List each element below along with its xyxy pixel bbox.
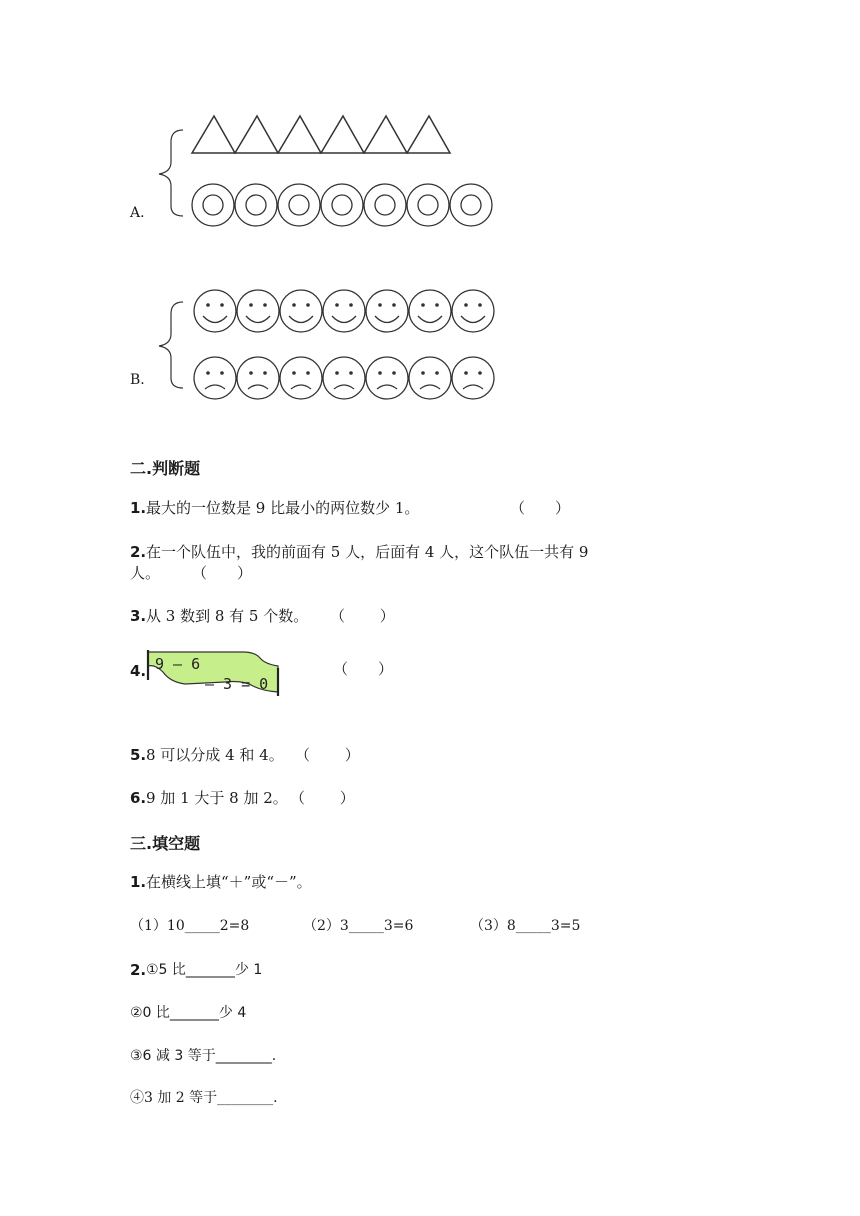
question-text: 在横线上填“＋”或“－”。 bbox=[146, 873, 312, 891]
section-3-title: 三.填空题 bbox=[130, 834, 201, 853]
option-b-label: B. bbox=[130, 372, 145, 388]
section-2-title: 二.判断题 bbox=[130, 459, 201, 478]
question-number: 5. bbox=[130, 746, 147, 764]
fill-part-1[interactable]: （1）10_____2=8 bbox=[130, 918, 250, 934]
sad-face-row bbox=[193, 355, 503, 403]
fill-part-2[interactable]: （2）3_____3=6 bbox=[303, 918, 414, 934]
triangle-row bbox=[190, 113, 455, 155]
question-number: 2. bbox=[130, 543, 147, 561]
smiley-face-row bbox=[193, 288, 503, 336]
answer-parentheses[interactable]: （ ） bbox=[192, 564, 253, 582]
answer-parentheses[interactable]: （ ） bbox=[295, 746, 360, 764]
answer-parentheses[interactable]: （ ） bbox=[290, 789, 355, 807]
fill-item-3[interactable]: ③6 减 3 等于________. bbox=[130, 1048, 277, 1064]
question-number: 2. bbox=[130, 961, 147, 979]
equation-part-a: 9 – 6 bbox=[155, 655, 201, 673]
option-a-brace bbox=[155, 128, 195, 218]
question-text-line-2: 人。 bbox=[130, 564, 161, 582]
fill-item-4[interactable]: ④3 加 2 等于________. bbox=[130, 1090, 278, 1106]
question-text-line-1: 在一个队伍中，我的前面有 5 人，后面有 4 人，这个队伍一共有 9 bbox=[146, 543, 589, 561]
answer-parentheses[interactable]: （ ） bbox=[330, 607, 395, 625]
ring-row bbox=[190, 182, 500, 230]
option-a-label: A. bbox=[130, 205, 145, 221]
fill-item-2[interactable]: ②0 比_______少 4 bbox=[130, 1005, 247, 1021]
question-text: 从 3 数到 8 有 5 个数。 bbox=[146, 607, 309, 625]
question-text: 9 加 1 大于 8 加 2。 bbox=[146, 789, 288, 807]
question-number: 1. bbox=[130, 499, 147, 517]
fill-part-3[interactable]: （3）8_____3=5 bbox=[470, 918, 581, 934]
question-number: 4. bbox=[130, 662, 147, 680]
question-number: 3. bbox=[130, 607, 147, 625]
option-b-brace bbox=[155, 300, 195, 390]
answer-parentheses[interactable]: （ ） bbox=[333, 660, 394, 678]
equation-part-b: – 3 = 0 bbox=[205, 675, 269, 693]
question-text: 最大的一位数是 9 比最小的两位数少 1。 bbox=[146, 499, 420, 517]
question-text: 8 可以分成 4 和 4。 bbox=[146, 746, 284, 764]
question-number: 6. bbox=[130, 789, 147, 807]
answer-parentheses[interactable]: （ ） bbox=[510, 499, 571, 517]
question-number: 1. bbox=[130, 873, 147, 891]
fill-item-1[interactable]: ①5 比_______少 1 bbox=[146, 962, 263, 978]
equation-banner bbox=[145, 648, 280, 698]
